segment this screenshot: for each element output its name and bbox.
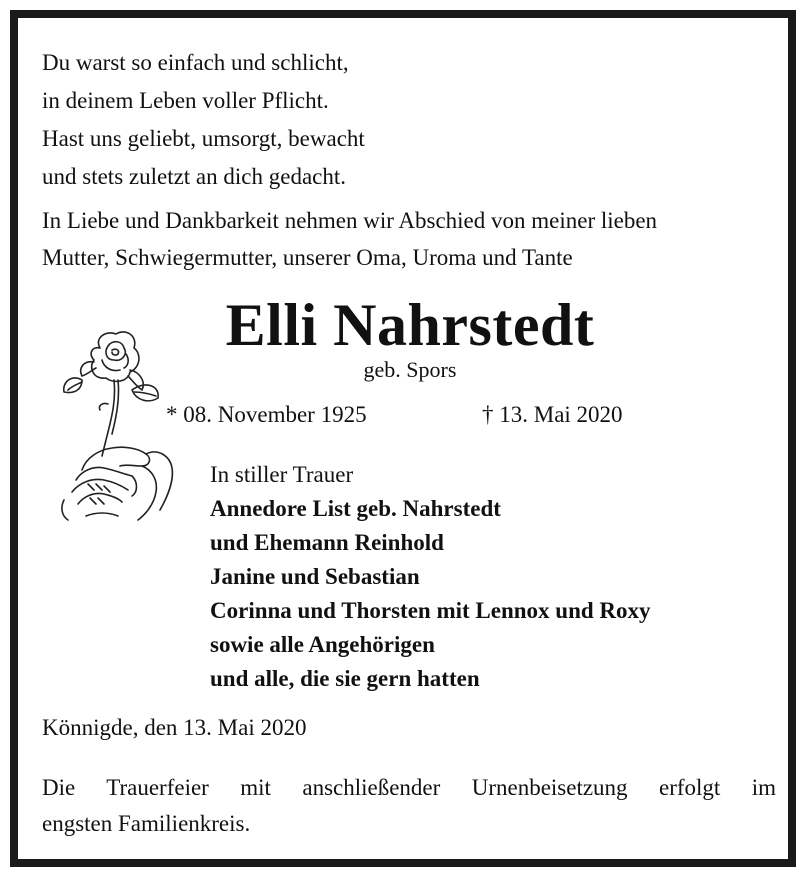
birth-date: * 08. November 1925: [166, 402, 367, 427]
mourners-heading: In stiller Trauer: [210, 462, 354, 487]
mourners-block: [210, 458, 651, 696]
notice-line: Die Trauerfeier mit anschließender Urnenbeisetzung erfolgt im: [42, 775, 776, 800]
mourner-line: sowie alle Angehörigen: [210, 632, 435, 657]
poem-line: in deinem Leben voller Pflicht.: [42, 88, 329, 113]
place-and-date: Könnigde, den 13. Mai 2020: [42, 715, 307, 740]
maiden-name: geb. Spors: [363, 357, 457, 382]
intro-line: In Liebe und Dankbarkeit nehmen wir Abschied von meiner lieben: [42, 208, 658, 233]
mourner-line: Janine und Sebastian: [210, 564, 420, 589]
notice-line: engsten Familienkreis.: [42, 811, 251, 836]
farewell-intro: [42, 202, 657, 276]
death-date: † 13. Mai 2020: [482, 402, 623, 427]
mourner-line: Annedore List geb. Nahrstedt: [210, 496, 501, 521]
funeral-notice: [42, 770, 776, 842]
poem-line: und stets zuletzt an dich gedacht.: [42, 164, 347, 189]
intro-line: Mutter, Schwiegermutter, unserer Oma, Uroma und Tante: [42, 245, 573, 270]
poem-line: Du warst so einfach und schlicht,: [42, 50, 349, 75]
mourner-line: Corinna und Thorsten mit Lennox und Roxy: [210, 598, 651, 623]
poem: [42, 44, 365, 196]
obituary-frame: [10, 10, 796, 867]
poem-line: Hast uns geliebt, umsorgt, bewacht: [42, 126, 365, 151]
mourner-line: und alle, die sie gern hatten: [210, 666, 480, 691]
mourner-line: und Ehemann Reinhold: [210, 530, 444, 555]
deceased-name: Elli Nahrstedt: [225, 292, 595, 358]
